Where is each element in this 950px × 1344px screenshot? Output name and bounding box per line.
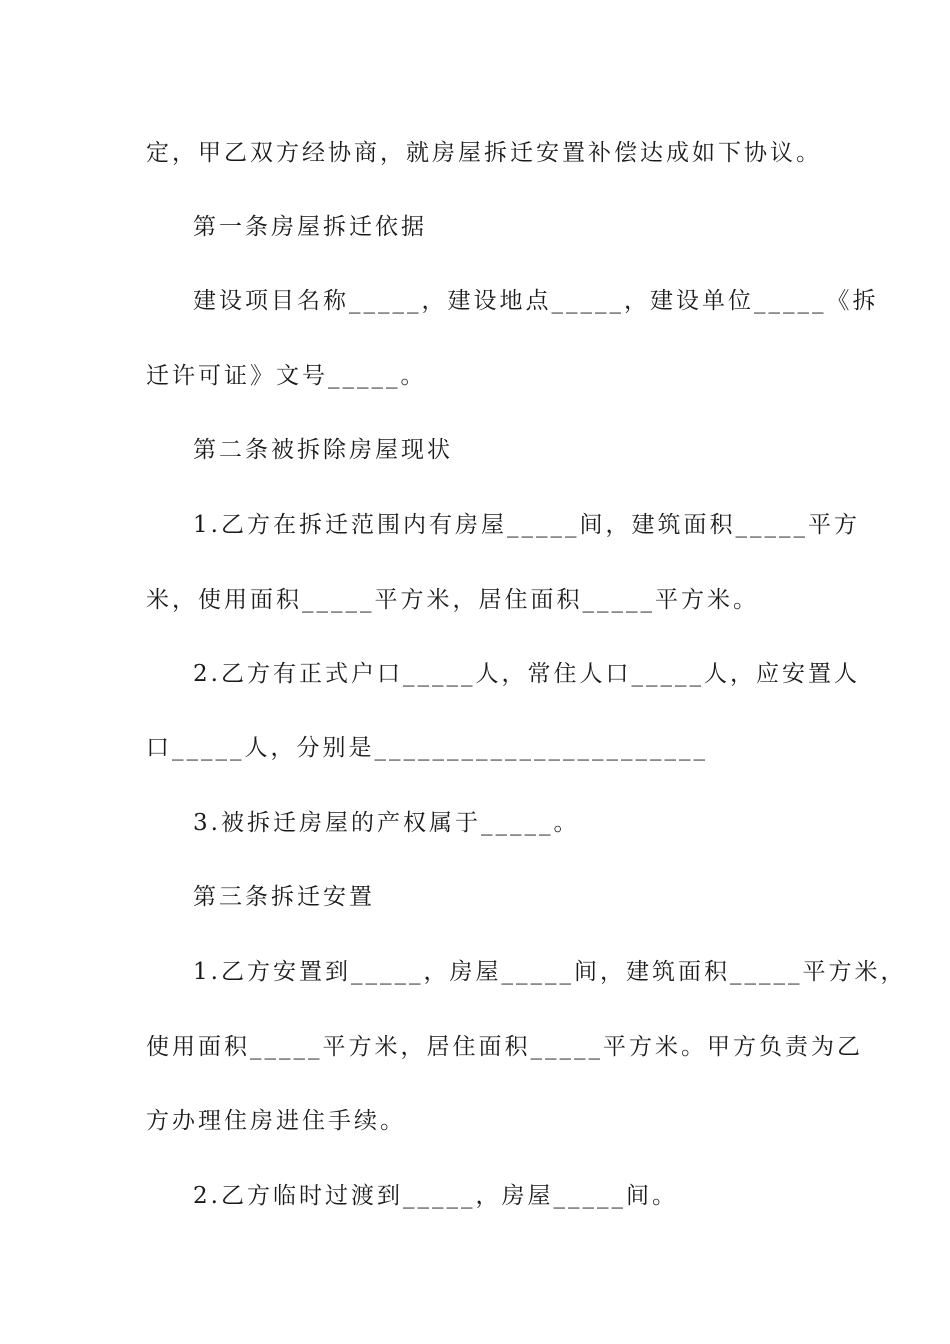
article-heading: 第一条房屋拆迁依据 [193,214,427,240]
article-heading: 第三条拆迁安置 [193,884,375,910]
text-line: 2.乙方临时过渡到_____，房屋_____间。 [193,1183,678,1209]
text-line: 迁许可证》文号_____。 [146,363,427,389]
text-line: 1.乙方在拆迁范围内有房屋_____间，建筑面积_____平方 [193,512,860,538]
text-line: 1.乙方安置到_____，房屋_____间，建筑面积_____平方米， [193,959,907,985]
text-line: 定，甲乙双方经协商，就房屋拆迁安置补偿达成如下协议。 [146,140,822,166]
text-line: 米，使用面积_____平方米，居住面积_____平方米。 [146,587,759,613]
text-line: 建设项目名称_____，建设地点_____，建设单位_____《拆 [193,288,879,314]
article-heading: 第二条被拆除房屋现状 [193,437,453,463]
text-line: 方办理住房进住手续。 [146,1108,406,1134]
text-line: 口_____人，分别是_______________________ [146,735,708,761]
text-line: 3.被拆迁房屋的产权属于_____。 [193,810,580,836]
text-line: 2.乙方有正式户口_____人，常住人口_____人，应安置人 [193,661,860,687]
text-line: 使用面积_____平方米，居住面积_____平方米。甲方负责为乙 [146,1034,863,1060]
